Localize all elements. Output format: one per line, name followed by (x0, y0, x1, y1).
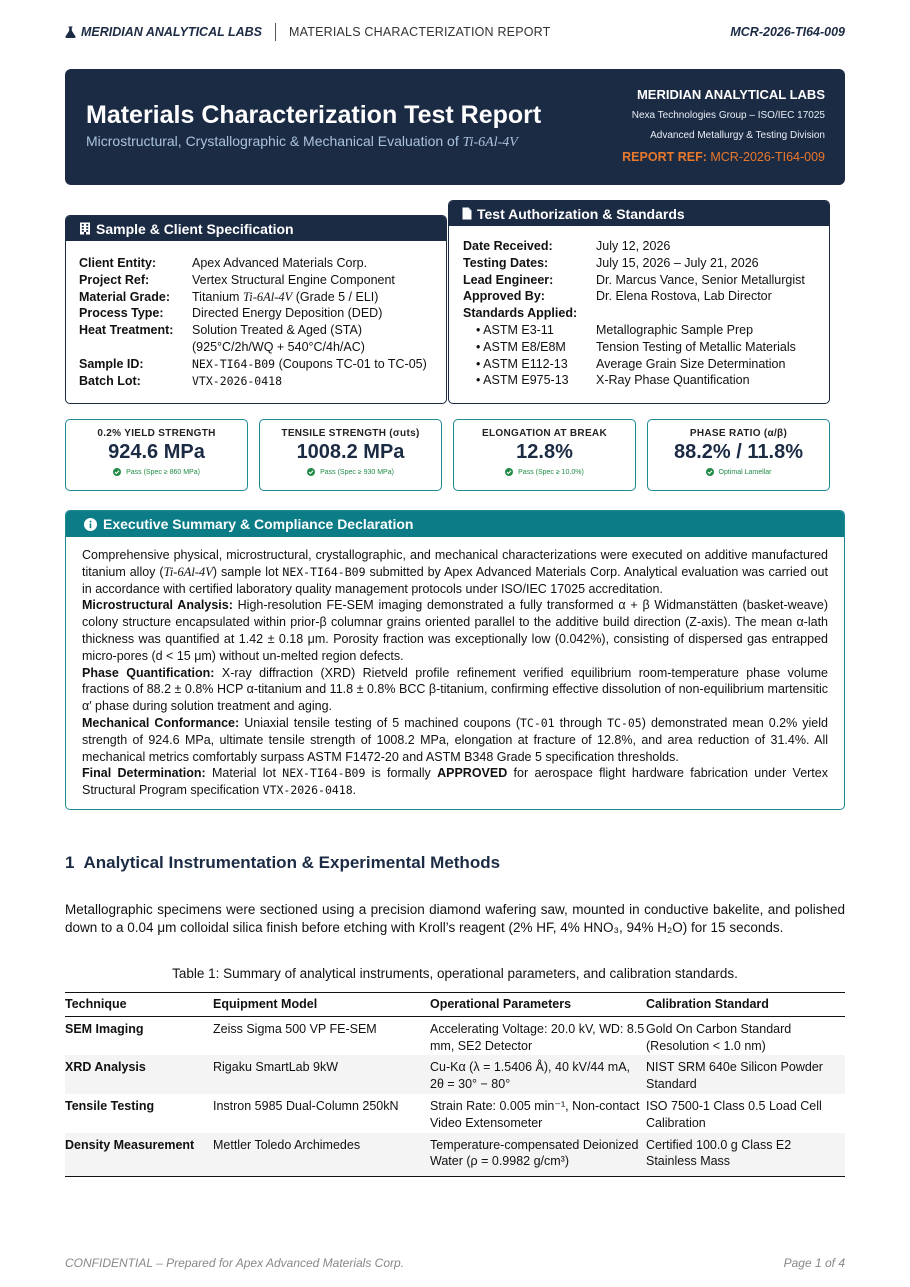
check-circle-icon (113, 468, 121, 476)
org-name: MERIDIAN ANALYTICAL LABS (636, 87, 825, 102)
table-header-row: Technique Equipment Model Operational Parameters Calibration Standard (65, 993, 845, 1017)
tensile-strength-card: TENSILE STRENGTH (σuts) 1008.2 MPa Pass (Spec ≥ 930 MPa) (259, 419, 442, 491)
banner-org-block (622, 87, 825, 164)
flask-icon (65, 26, 76, 38)
yield-strength-card: 0.2% YIELD STRENGTH 924.6 MPa Pass (Spec ≥ 860 MPa) (65, 419, 248, 491)
running-header (65, 22, 845, 42)
page-footer (65, 1256, 845, 1270)
org-division: Advanced Metallurgy & Testing Division (650, 130, 825, 141)
check-circle-icon (307, 468, 315, 476)
instrument-table (65, 992, 845, 1177)
header-divider (275, 23, 276, 41)
info-icon (84, 518, 97, 531)
sample-fields: Client Entity: Apex Advanced Materials Corp. Project Ref: Vertex Structural Engine Component Material Grade: Titanium Ti-6Al-4V (Grade 5 / ELI) Process Type: Directed Energy Deposition (DED) Heat Treatment: Solution Treated & Aged (STA) (925°C/2h/WQ + 540°C/4h/AC) Sample ID: NEX-TI64-B09 (Coupons TC-01 to TC-05) Batch Lot: VTX-2026-0418 (79, 256, 427, 388)
exec-mechanical: Mechanical Conformance: Uniaxial tensile testing of 5 machined coupons (TC-01 through TC-05) demonstrated mean 0.2% yield strength of 924.6 MPa, ultimate tensile strength of 1008.2 MPa, elongation at fracture of 12.8%, and area reduction of 31.4%. All mechanical metrics comfortably surpass ASTM F1472-20 and ASTM B348 Grade 5 specification thresholds. (82, 715, 828, 764)
table-caption: Table 1: Summary of analytical instruments, operational parameters, and calibration standards. (172, 966, 738, 981)
report-subtitle: Microstructural, Crystallographic & Mechanical Evaluation of Ti-6Al-4V (86, 133, 518, 150)
org-group: Nexa Technologies Group – ISO/IEC 17025 (631, 110, 825, 121)
sample-panel-header: Sample & Client Specification (66, 216, 446, 241)
report-type: MATERIALS CHARACTERIZATION REPORT (289, 25, 551, 39)
methods-paragraph: Metallographic specimens were sectioned using a precision diamond wafering saw, mounted in conductive bakelite, and polished down to a 0.04 μm colloidal silica finish before etching with Kroll’s reagent (2% HF, 4% HNO₃, 94% H₂O) for 15 seconds. (65, 902, 845, 935)
executive-summary (65, 510, 845, 810)
auth-panel-header: Test Authorization & Standards (449, 201, 829, 226)
report-title: Materials Characterization Test Report (86, 101, 542, 129)
section-heading: 1 Analytical Instrumentation & Experimental Methods (65, 853, 501, 872)
elongation-card: ELONGATION AT BREAK 12.8% Pass (Spec ≥ 10.0%) (453, 419, 636, 491)
exec-intro: Comprehensive physical, microstructural, crystallographic, and mechanical characterizations were executed on additive manufactured titanium alloy (Ti-6Al-4V) sample lot NEX-TI64-B09 submitted by Apex Advanced Materials Corp. Analytical evaluation was carried out in accordance with certified laboratory quality management protocols under ISO/IEC 17025 accreditation. (82, 548, 828, 596)
confidential-notice: CONFIDENTIAL – Prepared for Apex Advanced Materials Corp. (65, 1256, 405, 1270)
table-row: Tensile Testing Instron 5985 Dual-Column 250kN Strain Rate: 0.005 min⁻¹, Non-contact Video Extensometer ISO 7500-1 Class 0.5 Load Cell Calibration (65, 1098, 822, 1130)
building-icon (79, 222, 91, 235)
phase-ratio-card: PHASE RATIO (α/β) 88.2% / 11.8% Optimal Lamellar (647, 419, 830, 491)
exec-summary-header: Executive Summary & Compliance Declaration (66, 511, 844, 537)
table-row: Density Measurement Mettler Toledo Archimedes Temperature-compensated Deionized Water (ρ = 0.9982 g/cm³) Certified 100.0 g Class E2 Stainless Mass (65, 1133, 845, 1177)
exec-summary-body (66, 537, 844, 799)
table-row: XRD Analysis Rigaku SmartLab 9kW Cu-Kα (λ = 1.5406 Å), 40 kV/44 mA, 2θ = 30° − 80° NIST SRM 640e Silicon Powder Standard (65, 1055, 845, 1094)
check-circle-icon (505, 468, 513, 476)
lab-name: MERIDIAN ANALYTICAL LABS (81, 25, 263, 39)
authorization-panel (448, 200, 830, 404)
banner-report-ref: REPORT REF: MCR-2026-TI64-009 (622, 150, 825, 164)
lab-brand (65, 25, 262, 39)
title-banner (65, 69, 845, 185)
document-icon (462, 207, 472, 220)
exec-microstructure: Microstructural Analysis: High-resolution FE-SEM imaging demonstrated a fully transformed α + β Widmanstätten (basket-weave) colony structure encapsulated within prior-β columnar grains oriented parallel to the additive build direction (Z-axis). The mean α-lath thickness was quantified at 1.42 ± 0.18 μm. Porosity fraction was exceptionally low (0.042%), consisting of dispersed gas entrapped micro-pores (d < 15 μm) without un-melted region defects. (82, 598, 828, 663)
page-number: Page 1 of 4 (783, 1256, 845, 1270)
sample-client-panel (65, 215, 447, 404)
exec-phase: Phase Quantification: X-ray diffraction (XRD) Rietveld profile refinement verified equilibrium room-temperature phase volume fractions of 88.2 ± 0.8% HCP α-titanium and 11.8 ± 0.8% BCC β-titanium, confirming effective dissolution of non-equilibrium martensitic α′ phase during solution treatment and aging. (82, 665, 828, 714)
auth-fields: Date Received: July 12, 2026 Testing Dates: July 15, 2026 – July 21, 2026 Lead Engineer: Dr. Marcus Vance, Senior Metallurgist Approved By: Dr. Elena Rostova, Lab Director Standards Applied: • ASTM E3-11 Metallographic Sample Prep • ASTM E8/E8M Tension Testing of Metallic Materials • ASTM E112-13 Average Grain Size Determination • ASTM E975-13 X-Ray Phase Quantification (463, 239, 805, 388)
report-ref: MCR-2026-TI64-009 (730, 25, 845, 39)
exec-determination: Final Determination: Material lot NEX-TI64-B09 is formally APPROVED for aerospace flight hardware fabrication under Vertex Structural Program specification VTX-2026-0418. (82, 766, 828, 798)
check-circle-icon (706, 468, 714, 476)
table-row: SEM Imaging Zeiss Sigma 500 VP FE-SEM Accelerating Voltage: 20.0 kV, WD: 8.5 mm, SE2 Detector Gold On Carbon Standard (Resolution < 1.0 nm) (65, 1021, 792, 1053)
